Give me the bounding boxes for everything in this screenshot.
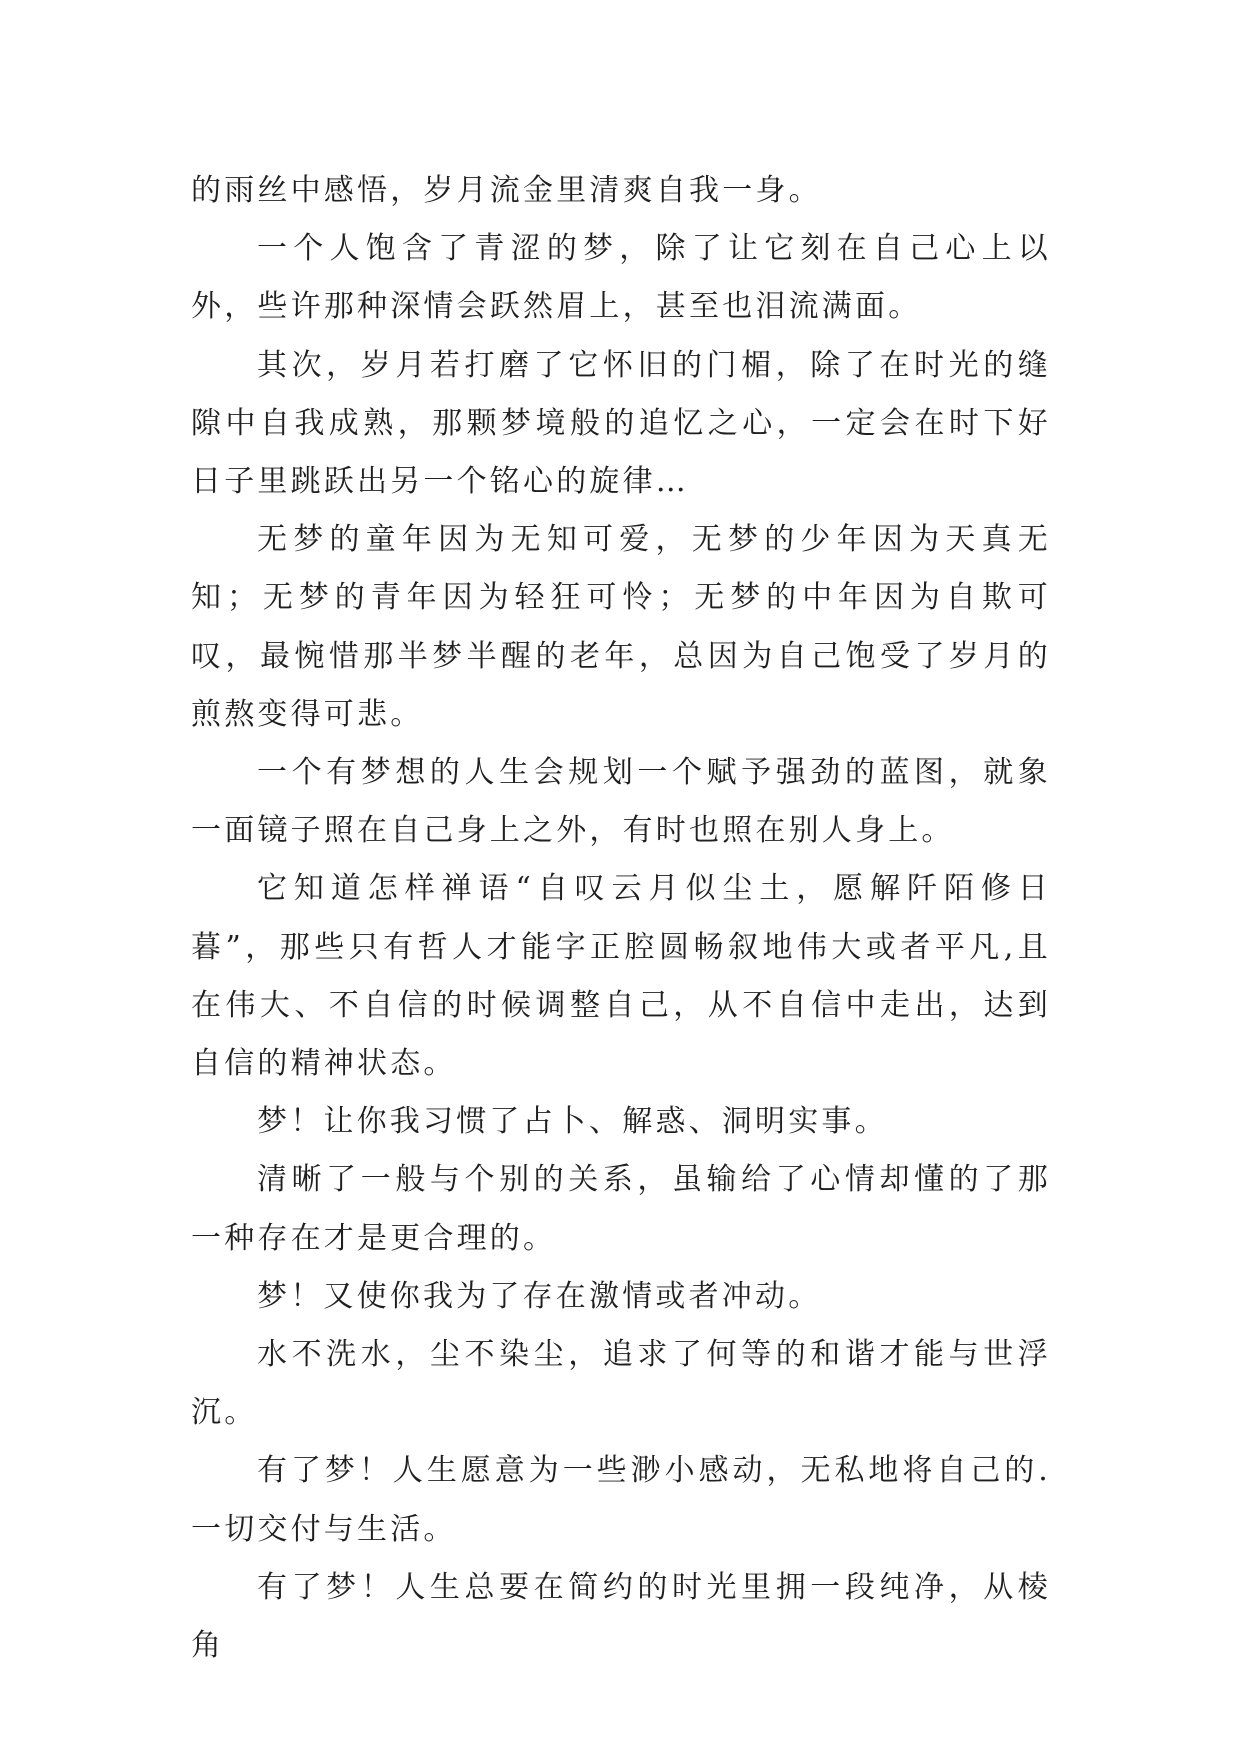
paragraph-4: 无梦的童年因为无知可爱，无梦的少年因为天真无知；无梦的青年因为轻狂可怜；无梦的中年因为自欺可叹，最惋惜那半梦半醒的老年，总因为自己饱受了岁月的煎熬变得可悲。 bbox=[191, 522, 1051, 732]
paragraph-2: 一个人饱含了青涩的梦，除了让它刻在自己心上以外，些许那种深情会跃然眉上，甚至也泪流满面。 bbox=[191, 231, 1051, 325]
paragraph-8: 清晰了一般与个别的关系，虽输给了心情却懂的了那一种存在才是更合理的。 bbox=[191, 1162, 1051, 1256]
paragraph-3: 其次，岁月若打磨了它怀旧的门楣，除了在时光的缝隙中自我成熟，那颗梦境般的追忆之心，一定会在时下好日子里跳跃出另一个铭心的旋律… bbox=[191, 347, 1051, 500]
paragraph-9: 梦！又使你我为了存在激情或者冲动。 bbox=[257, 1278, 822, 1314]
paragraph-10: 水不洗水，尘不染尘，追求了何等的和谐才能与世浮沉。 bbox=[191, 1337, 1051, 1431]
document-body bbox=[191, 162, 1051, 1675]
paragraph-5: 一个有梦想的人生会规划一个赋予强劲的蓝图，就象一面镜子照在自己身上之外，有时也照在别人身上。 bbox=[191, 755, 1051, 849]
paragraph-11: 有了梦！人生愿意为一些渺小感动，无私地将自己的.一切交付与生活。 bbox=[191, 1453, 1051, 1547]
paragraph-12: 有了梦！人生总要在简约的时光里拥一段纯净，从棱角 bbox=[191, 1569, 1051, 1664]
paragraph-1: 的雨丝中感悟，岁月流金里清爽自我一身。 bbox=[191, 173, 822, 208]
paragraph-6: 它知道怎样禅语“自叹云月似尘土，愿解阡陌修日暮”，那些只有哲人才能字正腔圆畅叙地伟大或者平凡,且在伟大、不自信的时候调整自己，从不自信中走出，达到自信的精神状态。 bbox=[191, 871, 1051, 1082]
paragraph-7: 梦！让你我习惯了占卜、解惑、洞明实事。 bbox=[257, 1104, 888, 1140]
